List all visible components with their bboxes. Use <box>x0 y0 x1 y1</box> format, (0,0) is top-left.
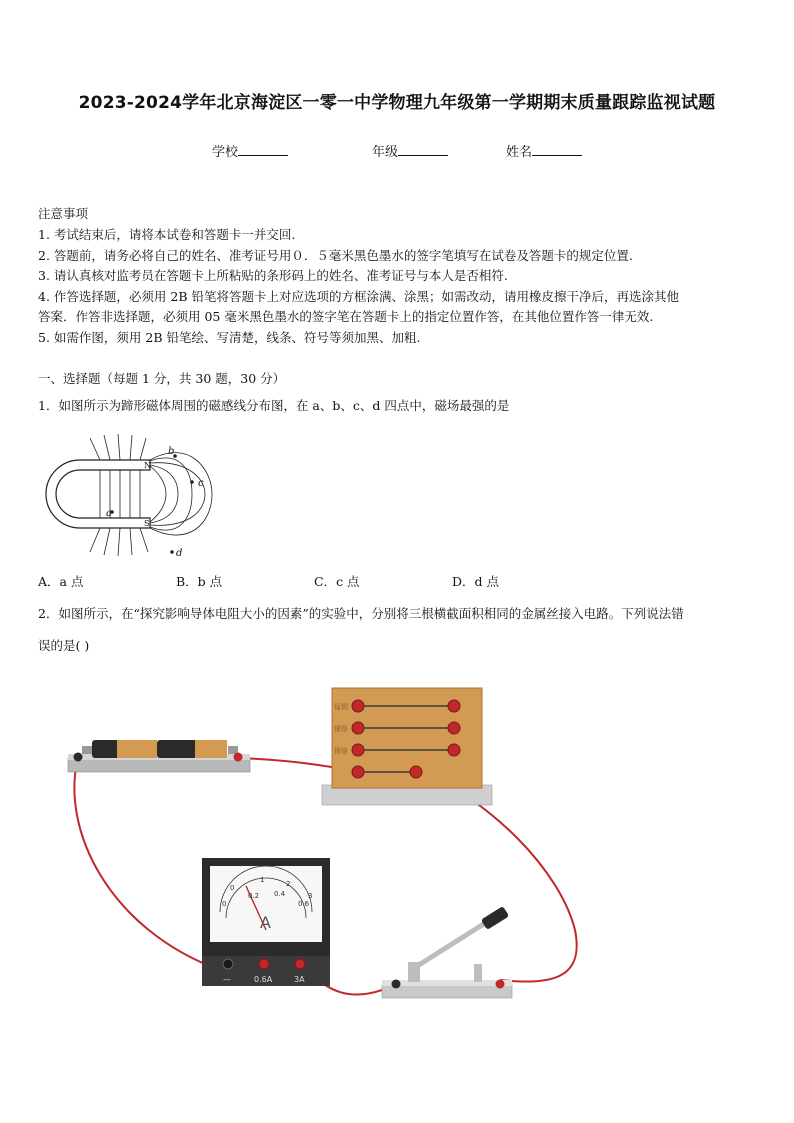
point-b-label: b <box>168 446 175 457</box>
board-label: 锰铜 <box>334 703 348 711</box>
note-item: 2. 答题前，请务必将自己的姓名、准考证号用０．５毫米黑色墨水的签字笔填写在试卷及答题卡的规定位置. <box>38 248 633 263</box>
school-label: 学校 <box>212 145 239 160</box>
scale-label: 0.6 <box>298 900 310 908</box>
ammeter-unit: A <box>260 913 271 932</box>
board-label: 镍铬 <box>334 747 348 755</box>
battery-holder <box>68 740 250 772</box>
option-a: A．a 点 <box>38 574 84 589</box>
scale-label: 3 <box>308 892 313 900</box>
option-c: C．c 点 <box>314 574 360 589</box>
point-c-label: c <box>198 478 204 489</box>
scale-label: 0 <box>230 884 235 892</box>
option-d: D．d 点 <box>452 574 499 589</box>
horseshoe-magnet-figure <box>40 430 220 560</box>
note-item: 4. 作答选择题，必须用 2B 铅笔将答题卡上对应选项的方框涂满、涂黑；如需改动，请用橡皮擦干净后，再选涂其他 <box>38 289 679 304</box>
note-item: 1. 考试结束后，请将本试卷和答题卡一并交回. <box>38 227 296 242</box>
note-item: 答案．作答非选择题，必须用 05 毫米黑色墨水的签字笔在答题卡上的指定位置作答，在其他位置作答一律无效. <box>38 309 654 324</box>
grade-blank <box>398 143 448 156</box>
school-field <box>212 141 288 160</box>
page-title: 2023-2024学年北京海淀区一零一中学物理九年级第一学期期末质量跟踪监视试题 <box>78 93 716 113</box>
notes-heading: 注意事项 <box>38 206 89 221</box>
wire <box>74 758 220 970</box>
terminal-label: 0.6A <box>254 975 273 984</box>
n-pole-label: N <box>144 461 151 470</box>
scale-label: 2 <box>286 880 291 888</box>
scale-label: 0 <box>222 900 227 908</box>
grade-label: 年级 <box>372 145 399 160</box>
school-blank <box>238 143 288 156</box>
ammeter <box>202 858 330 986</box>
section-heading: 一、选择题（每题 1 分，共 30 题，30 分） <box>38 371 286 386</box>
name-label: 姓名 <box>506 145 533 160</box>
terminal-label: 3A <box>294 975 305 984</box>
grade-field <box>372 141 448 160</box>
s-pole-label: S <box>144 519 150 528</box>
point-d-label: d <box>176 548 183 559</box>
question-2-text-cont: 误的是( ) <box>38 638 90 653</box>
scale-label: 0.4 <box>274 890 286 898</box>
circuit-figure <box>50 680 610 1020</box>
note-item: 5. 如需作图，须用 2B 铅笔绘、写清楚，线条、符号等须加黑、加粗. <box>38 330 421 345</box>
point-a-label: a <box>106 508 112 519</box>
scale-label: 0.2 <box>248 892 260 900</box>
scale-label: 1 <box>260 876 265 884</box>
question-2-text: 2．如图所示，在“探究影响导体电阻大小的因素”的实验中，分别将三根横截面积相同的金属丝接入电路。下列说法错 <box>38 606 684 621</box>
knife-switch <box>382 906 512 998</box>
terminal-label: — <box>223 975 231 984</box>
name-field <box>506 141 582 160</box>
note-item: 3. 请认真核对监考员在答题卡上所粘贴的条形码上的姓名、准考证号与本人是否相符. <box>38 268 508 283</box>
name-blank <box>532 143 582 156</box>
question-1-text: 1．如图所示为蹄形磁体周围的磁感线分布图，在 a、b、c、d 四点中，磁场最强的是 <box>38 398 510 413</box>
option-b: B．b 点 <box>176 574 223 589</box>
board-label: 镍铬 <box>334 725 348 733</box>
resistance-board <box>322 688 492 805</box>
